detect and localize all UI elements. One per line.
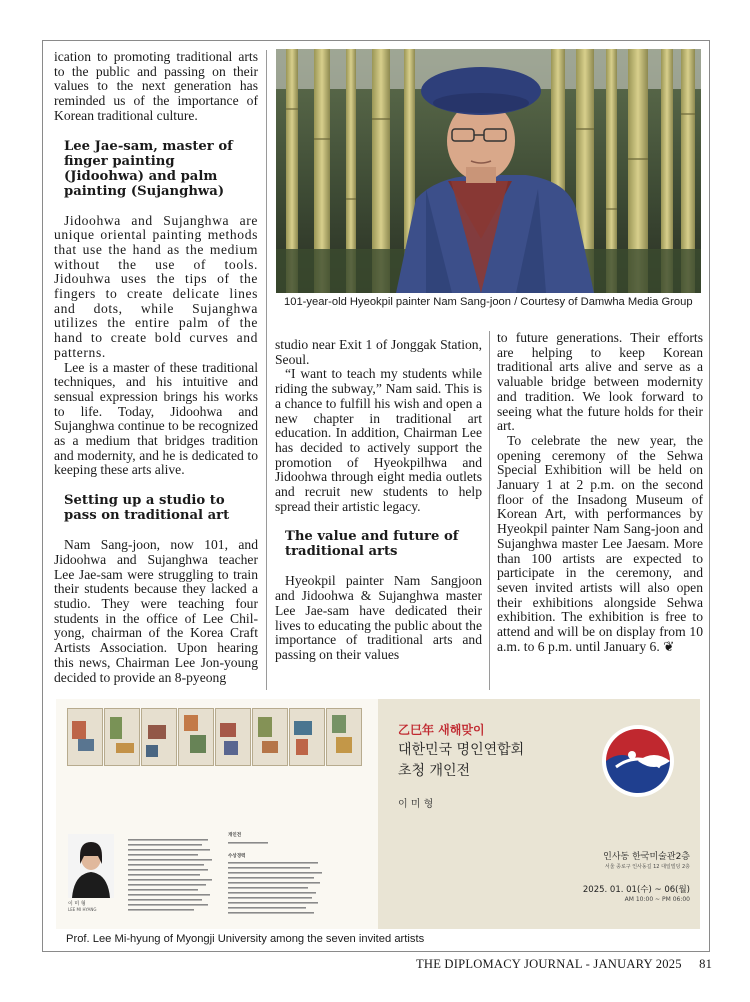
poster-dates: 2025. 01. 01(수) ~ 06(월) bbox=[582, 885, 690, 895]
page-footer bbox=[416, 957, 712, 972]
bio-title-awards: 수상경력 bbox=[228, 854, 246, 859]
bio-column-left bbox=[128, 832, 220, 919]
column-divider bbox=[266, 50, 267, 690]
paragraph: ication to promoting traditional arts to the public and passing on their values to the next generation has reminded us of the importance of Korean traditional culture. bbox=[54, 49, 258, 123]
article-column-2 bbox=[275, 338, 482, 663]
section-heading-lee: Lee Jae-sam, master of finger painting (Jidoohwa) and palm painting (Sujanghwa) bbox=[64, 138, 233, 199]
section-heading-value: The value and future of traditional arts bbox=[285, 529, 459, 560]
article-column-3 bbox=[497, 331, 703, 654]
poster-artist-name: 이 미 형 bbox=[398, 799, 434, 810]
artwork-shapes bbox=[56, 699, 378, 769]
association-logo-icon bbox=[598, 721, 678, 801]
portrait-photo-graphic bbox=[276, 49, 701, 293]
artist-portrait-name: 이 미 형 bbox=[68, 901, 86, 907]
bio-text-lines-right bbox=[228, 840, 338, 920]
poster-hours: AM 10:00 ~ PM 06:00 bbox=[624, 896, 690, 903]
end-mark-icon: ❦ bbox=[663, 638, 675, 654]
article-column-1 bbox=[54, 50, 258, 685]
paragraph-text: To celebrate the new year, the opening ceremony of the Sehwa Special Exhibition will be held on January 1 at 2 p.m. on the second floor of the Insadong Museum of Korean Art, with performances by Hyeokpil painter Nam Sang-joon and Sujanghwa master Lee Jaesam. More than 100 artists are expected to participate in the ceremony, and seven invited artists will also open their exhibitions alongside Sehwa exhibition. The exhibition is free to attend and will be on display from 10 a.m. to 6 p.m. until January 6. bbox=[497, 432, 703, 654]
photo-nam-sang-joon bbox=[276, 49, 701, 293]
paragraph: studio near Exit 1 of Jonggak Station, Seoul. bbox=[275, 337, 482, 367]
bio-text-lines bbox=[128, 837, 220, 917]
column-divider bbox=[489, 331, 490, 690]
paragraph: Jidoohwa and Sujanghwa are unique oriental painting methods that use the hand as the medium without the use of tools. Jidouhwa uses the tips of the fingers to create delicate lines and dots, while Sujanghwa utilizes the entire palm of the hand to create bold curves and patterns. bbox=[54, 212, 258, 360]
paragraph bbox=[497, 434, 703, 655]
paragraph: Hyeokpil painter Nam Sangjoon and Jidoohwa & Sujanghwa master Lee Jae-sam have dedicated their lives to educating the public about the importance of traditional arts and passing on their values bbox=[275, 573, 482, 662]
artist-portrait-graphic bbox=[68, 834, 114, 898]
poster-caption: Prof. Lee Mi-hyung of Myongji University among the seven invited artists bbox=[66, 933, 425, 945]
artist-portrait-name-en: LEE MI HYANG bbox=[68, 907, 97, 912]
poster-exhibit-title: 초청 개인전 bbox=[398, 763, 471, 779]
paragraph: Lee is a master of these traditional techniques, and his intuitive and sensual expression brings his works to life. Today, Jidoohwa and Sujanghwa continue to be recognized as a medium that bridges tradition and modernity, and he is dedicated to keeping these arts alive. bbox=[54, 359, 258, 478]
poster-address: 서울 종로구 인사동길 12 대일빌딩 2층 bbox=[604, 864, 690, 870]
artist-portrait bbox=[68, 834, 114, 898]
poster-venue: 인사동 한국미술관2층 bbox=[603, 852, 690, 862]
page-number: 81 bbox=[699, 957, 713, 971]
section-heading-studio: Setting up a studio to pass on traditional art bbox=[64, 493, 230, 524]
poster-org-title: 대한민국 명인연합회 bbox=[398, 742, 525, 758]
bio-title-solo: 개인전 bbox=[228, 833, 242, 838]
journal-name: THE DIPLOMACY JOURNAL - JANUARY 2025 bbox=[416, 957, 682, 971]
paragraph: to future generations. Their efforts are helping to keep Korean traditional arts alive and serve as a valuable bridge between modernity and tradition. We look forward to seeing what the future holds for their art. bbox=[497, 330, 703, 434]
paragraph: “I want to teach my students while riding the subway,” Nam said. This is a chance to fulfill his wish and open a new chapter in traditional art education. In addition, Chairman Lee has decided to actively support the promotion of Hyeokpilhwa and Jidoohwa through eight media outlets and recruit new students to help spread their artistic legacy. bbox=[275, 366, 482, 514]
paragraph: Nam Sang-joon, now 101, and Jidoohwa and Sujanghwa teacher Lee Jae-sam were struggling to train their students because they lacked a studio. They were teaching four students in the office of Lee Chil-yong, chairman of the Korea Craft Artists Association. Upon hearing this news, Chairman Lee Jon-young decided to provide an 8-pyeong bbox=[54, 537, 258, 685]
poster-event-title: 乙巳年 새해맞이 bbox=[398, 723, 485, 737]
photo-caption: 101-year-old Hyeokpil painter Nam Sang-joon / Courtesy of Damwha Media Group bbox=[284, 296, 693, 308]
exhibition-poster bbox=[56, 699, 700, 929]
